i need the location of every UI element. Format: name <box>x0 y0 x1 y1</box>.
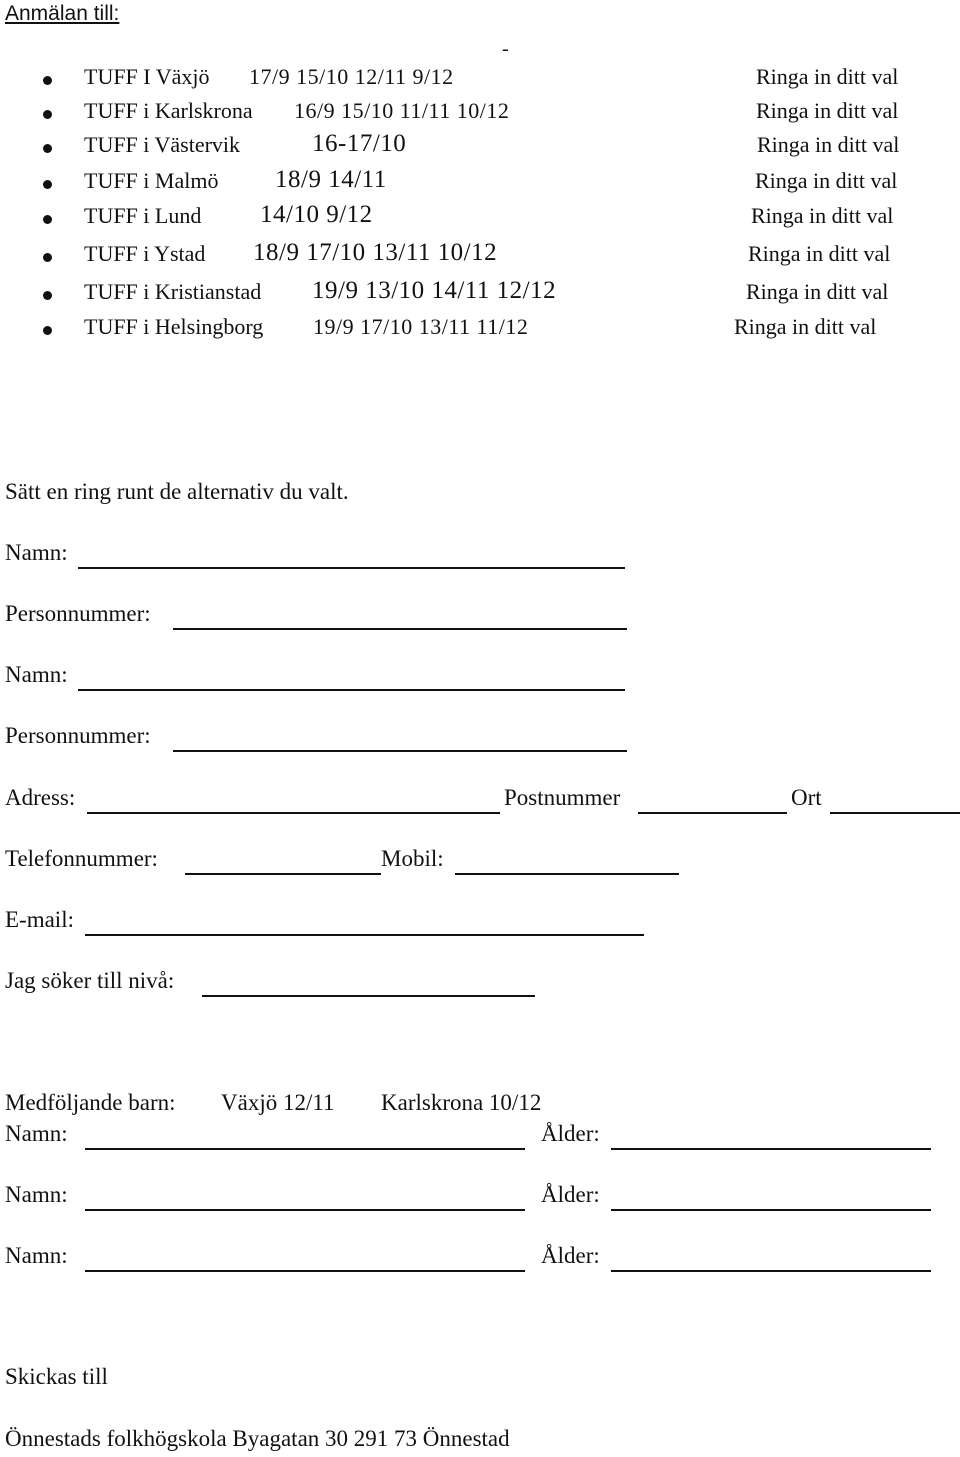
email-row[interactable] <box>5 907 960 939</box>
child-name-label: Namn: <box>5 1243 68 1268</box>
option-name: TUFF i Ystad <box>84 241 206 266</box>
course-option-ystad[interactable] <box>0 239 960 273</box>
child-age-label: Ålder: <box>541 1121 600 1146</box>
niva-label: Jag söker till nivå: <box>5 968 175 993</box>
dash-mark: - <box>502 38 509 60</box>
address-row[interactable] <box>5 785 960 817</box>
child-age-fill-line[interactable] <box>611 1270 931 1272</box>
child-name-label: Namn: <box>5 1182 68 1207</box>
option-dates: 19/9 13/10 14/11 12/12 <box>312 277 557 304</box>
child-age-label: Ålder: <box>541 1182 600 1207</box>
child-row-1[interactable] <box>5 1121 960 1153</box>
personnummer-label: Personnummer: <box>5 723 151 748</box>
send-to-address: Önnestads folkhögskola Byagatan 30 291 73 Önnestad <box>5 1426 510 1451</box>
name-fill-line[interactable] <box>78 567 625 569</box>
course-option-kristianstad[interactable] <box>0 277 960 311</box>
personnummer-field-1[interactable] <box>5 601 960 633</box>
level-row[interactable] <box>5 968 960 1000</box>
children-label: Medföljande barn: <box>5 1090 176 1115</box>
option-dates: 16/9 15/10 11/11 10/12 <box>294 98 510 123</box>
child-age-label: Ålder: <box>541 1243 600 1268</box>
send-to-label: Skickas till <box>5 1364 108 1389</box>
option-ring-instruction: Ringa in ditt val <box>746 279 889 304</box>
child-age-fill-line[interactable] <box>611 1148 931 1150</box>
course-option-malmo[interactable] <box>0 166 960 200</box>
course-option-lund[interactable] <box>0 201 960 235</box>
personnummer-label: Personnummer: <box>5 601 151 626</box>
email-fill-line[interactable] <box>85 934 644 936</box>
bullet-icon <box>43 253 52 262</box>
option-name: TUFF i Karlskrona <box>84 98 253 123</box>
telefon-fill-line[interactable] <box>185 873 381 875</box>
name-field-2[interactable] <box>5 662 960 694</box>
bullet-icon <box>43 291 52 300</box>
course-option-karlskrona[interactable] <box>0 96 960 130</box>
bullet-icon <box>43 76 52 85</box>
option-dates: 16-17/10 <box>312 130 407 157</box>
child-name-fill-line[interactable] <box>85 1148 525 1150</box>
mobil-label: Mobil: <box>381 846 444 871</box>
option-dates: 14/10 9/12 <box>260 201 373 228</box>
bullet-icon <box>43 326 52 335</box>
bullet-icon <box>43 144 52 153</box>
option-ring-instruction: Ringa in ditt val <box>734 314 877 339</box>
mobil-fill-line[interactable] <box>455 873 679 875</box>
email-label: E-mail: <box>5 907 74 932</box>
option-name: TUFF i Kristianstad <box>84 279 262 304</box>
telefon-label: Telefonnummer: <box>5 846 158 871</box>
postnummer-fill-line[interactable] <box>638 812 787 814</box>
course-option-helsingborg[interactable] <box>0 312 960 346</box>
children-option-karlskrona[interactable]: Karlskrona 10/12 <box>381 1090 542 1115</box>
option-ring-instruction: Ringa in ditt val <box>751 203 894 228</box>
phone-row[interactable] <box>5 846 960 878</box>
bullet-icon <box>43 110 52 119</box>
instruction-text: Sätt en ring runt de alternativ du valt. <box>5 479 349 504</box>
child-row-3[interactable] <box>5 1243 960 1275</box>
ort-fill-line[interactable] <box>830 812 960 814</box>
option-name: TUFF i Helsingborg <box>84 314 264 339</box>
option-dates: 18/9 17/10 13/11 10/12 <box>253 239 498 266</box>
address-fill-line[interactable] <box>87 812 500 814</box>
option-ring-instruction: Ringa in ditt val <box>756 98 899 123</box>
option-dates: 19/9 17/10 13/11 11/12 <box>313 314 529 339</box>
child-row-2[interactable] <box>5 1182 960 1214</box>
option-ring-instruction: Ringa in ditt val <box>755 168 898 193</box>
personnummer-fill-line[interactable] <box>173 750 627 752</box>
option-ring-instruction: Ringa in ditt val <box>756 64 899 89</box>
course-option-vastervik[interactable] <box>0 130 960 164</box>
address-label: Adress: <box>5 785 76 810</box>
name-field-1[interactable] <box>5 540 960 572</box>
personnummer-field-2[interactable] <box>5 723 960 755</box>
child-name-fill-line[interactable] <box>85 1209 525 1211</box>
option-ring-instruction: Ringa in ditt val <box>748 241 891 266</box>
child-name-fill-line[interactable] <box>85 1270 525 1272</box>
option-name: TUFF i Lund <box>84 203 202 228</box>
option-name: TUFF i Västervik <box>84 132 241 157</box>
option-name: TUFF i Malmö <box>84 168 219 193</box>
bullet-icon <box>43 215 52 224</box>
children-header <box>5 1090 960 1122</box>
ort-label: Ort <box>791 785 822 810</box>
name-fill-line[interactable] <box>78 689 625 691</box>
bullet-icon <box>43 180 52 189</box>
option-ring-instruction: Ringa in ditt val <box>757 132 900 157</box>
name-label: Namn: <box>5 540 68 565</box>
child-age-fill-line[interactable] <box>611 1209 931 1211</box>
children-option-vaxjo[interactable]: Växjö 12/11 <box>221 1090 335 1115</box>
option-name: TUFF I Växjö <box>84 64 210 89</box>
postnummer-label: Postnummer <box>504 785 621 810</box>
page-title: Anmälan till: <box>5 2 120 25</box>
child-name-label: Namn: <box>5 1121 68 1146</box>
personnummer-fill-line[interactable] <box>173 628 627 630</box>
niva-fill-line[interactable] <box>202 995 535 997</box>
course-option-vaxjo[interactable] <box>0 62 960 96</box>
option-dates: 17/9 15/10 12/11 9/12 <box>249 64 454 89</box>
option-dates: 18/9 14/11 <box>275 166 387 193</box>
name-label: Namn: <box>5 662 68 687</box>
